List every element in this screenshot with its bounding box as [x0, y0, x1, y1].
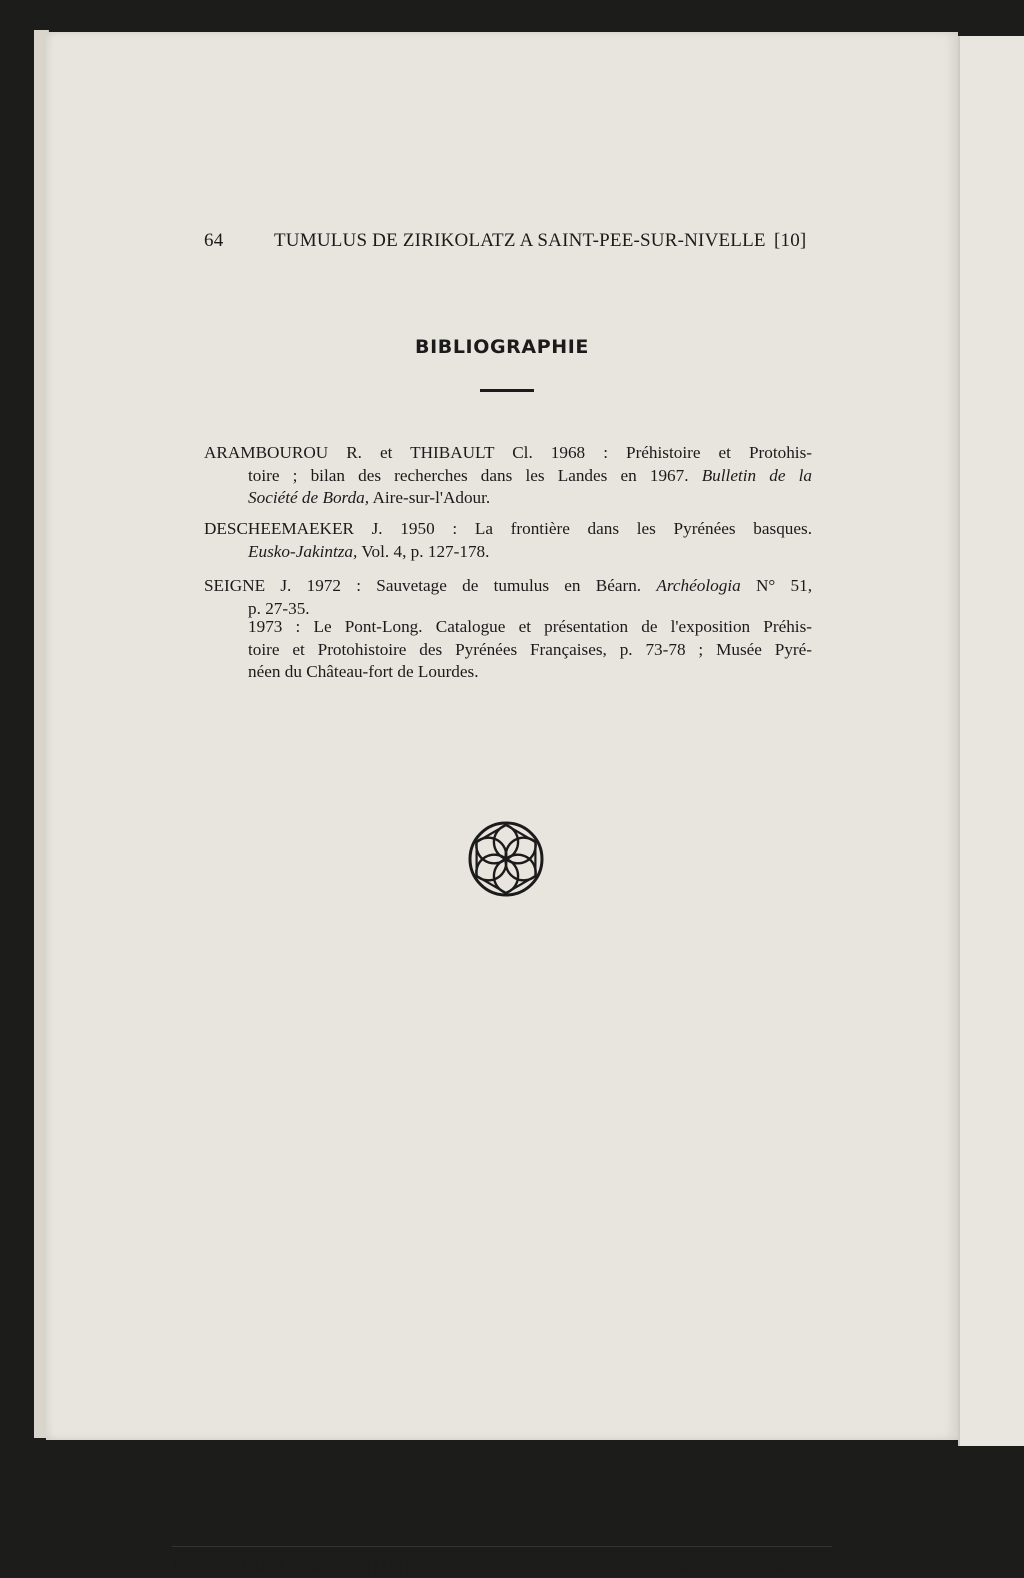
entry-line	[204, 465, 812, 488]
section-title: BIBLIOGRAPHIE	[415, 336, 589, 358]
entry-details: Vol. 4, p. 127-178.	[361, 541, 490, 561]
director-prefix: Le Directeur-Gérant : J.	[172, 1556, 361, 1577]
entry-line: p. 27-35.	[248, 598, 310, 618]
bibliography-entry	[204, 518, 812, 563]
director-name: Haritschelhar.	[365, 1556, 487, 1577]
running-title: TUMULUS DE ZIRIKOLATZ A SAINT-PEE-SUR-NIVELLE	[274, 230, 766, 251]
journal-title: Bulletin de la	[701, 465, 813, 485]
basque-rosette-icon	[467, 820, 545, 898]
entry-line: DESCHEEMAEKER J. 1950 : La frontière dans les Pyrénées basques.	[204, 519, 812, 538]
entry-line	[204, 575, 812, 598]
entry-line	[204, 487, 812, 510]
facing-page	[958, 36, 1024, 1446]
journal-title: Archéologia	[656, 576, 741, 595]
entry-text: SEIGNE J. 1972 : Sauvetage de tumulus en Béarn.	[204, 576, 642, 595]
entry-details: N° 51,	[755, 576, 812, 595]
entry-line	[204, 541, 812, 564]
entry-line: néen du Château-fort de Lourdes.	[248, 662, 479, 681]
director-credit	[172, 1556, 487, 1578]
bibliography-entry	[204, 442, 812, 510]
footer-rule	[172, 1546, 832, 1547]
entry-place: Aire-sur-l'Adour.	[372, 488, 491, 507]
printer-credit: IMP. S. SORDES - BAYONNE	[678, 1566, 797, 1576]
journal-title: Eusko-Jakintza,	[248, 541, 358, 561]
journal-title: Société de Borda,	[248, 488, 370, 507]
entry-text: toire ; bilan des recherches dans les Landes en 1967.	[248, 465, 689, 485]
title-divider	[480, 389, 534, 392]
entry-line: 1973 : Le Pont-Long. Catalogue et présentation de l'exposition Préhis-	[248, 617, 812, 636]
page-reference: [10]	[774, 230, 807, 251]
bibliography-entry	[204, 575, 812, 620]
page-number: 64	[204, 230, 224, 251]
book-page	[46, 32, 958, 1577]
bibliography-entry	[204, 616, 812, 684]
entry-line: toire et Protohistoire des Pyrénées Françaises, p. 73-78 ; Musée Pyré-	[248, 639, 812, 659]
entry-line: ARAMBOUROU R. et THIBAULT Cl. 1968 : Préhistoire et Protohis-	[204, 443, 812, 462]
